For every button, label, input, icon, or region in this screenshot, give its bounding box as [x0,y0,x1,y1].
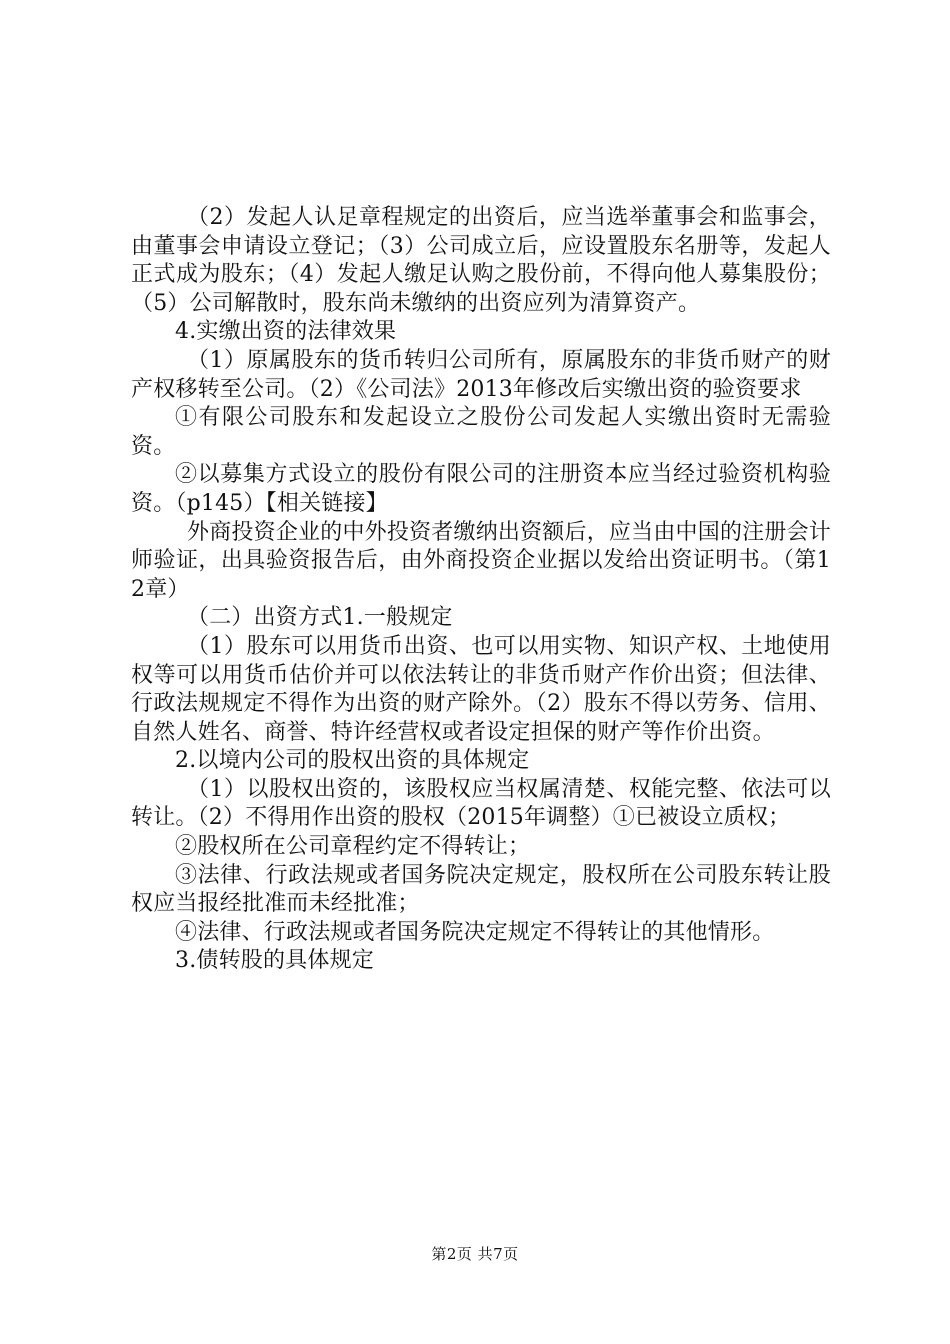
paragraph-approval-required: ③法律、行政法规或者国务院决定规定，股权所在公司股东转让股权应当报经批准而未经批准； [131,862,831,917]
paragraph-other-restrictions: ④法律、行政法规或者国务院决定规定不得转让的其他情形。 [175,919,775,945]
document-body [131,204,831,976]
paragraph-verification-required: ②以募集方式设立的股份有限公司的注册资本应当经过验资机构验资。（p145）【相关链接】 [131,462,831,516]
paragraph-equity-rules: （1）以股权出资的，该股权应当权属清楚、权能完整、依法可以转让。（2）不得用作出资的股权（2015年调整）①已被设立质权； [131,776,831,831]
heading-equity-contribution: 2.以境内公司的股权出资的具体规定 [175,748,530,774]
heading-contribution-methods: （二）出资方式1.一般规定 [187,605,453,631]
heading-paid-in-effect: 4.实缴出资的法律效果 [175,319,397,345]
paragraph-no-verification: ①有限公司股东和发起设立之股份公司发起人实缴出资时无需验资。 [131,405,831,459]
paragraph-foreign-investment: 外商投资企业的中外投资者缴纳出资额后，应当由中国的注册会计师验证，出具验资报告后，由外商投资企业据以发给出资证明书。（第12章） [131,519,831,602]
heading-debt-to-equity: 3.债转股的具体规定 [175,948,374,974]
page-footer [0,1244,950,1264]
paragraph-founders-duties: （2）发起人认足章程规定的出资后，应当选举董事会和监事会，由董事会申请设立登记；（3）公司成立后，应设置股东名册等，发起人正式成为股东；（4）发起人缴足认购之股份前，不得向他人募集股份；（5）公司解散时，股东尚未缴纳的出资应列为清算资产。 [131,205,831,316]
page-number: 第2页 共7页 [431,1245,519,1263]
paragraph-property-transfer: （1）原属股东的货币转归公司所有，原属股东的非货币财产的财产权移转至公司。（2）《公司法》2013年修改后实缴出资的验资要求 [131,347,831,402]
paragraph-general-rules: （1）股东可以用货币出资、也可以用实物、知识产权、土地使用权等可以用货币估价并可以依法转让的非货币财产作价出资；但法律、行政法规规定不得作为出资的财产除外。（2）股东不得以劳务、信用、自然人姓名、商誉、特许经营权或者设定担保的财产等作价出资。 [131,633,831,745]
paragraph-charter-restriction: ②股权所在公司章程约定不得转让； [175,834,531,860]
